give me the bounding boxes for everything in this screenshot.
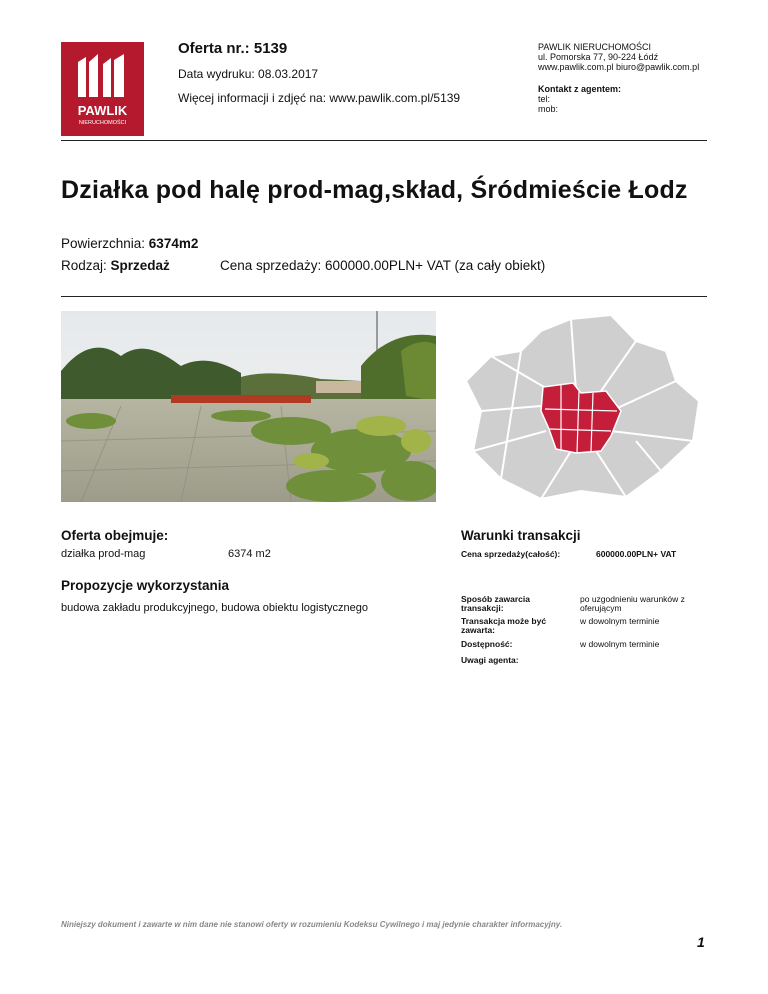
- offer-number: Oferta nr.: 5139: [178, 40, 288, 57]
- company-logo: [61, 42, 144, 136]
- terms-when-label: Transakcja może być zawarta:: [461, 616, 547, 635]
- print-date: Data wydruku: 08.03.2017: [178, 67, 319, 81]
- proposals-text: budowa zakładu produkcyjnego, budowa obiektu logistycznego: [61, 602, 368, 614]
- contact-mob: mob:: [538, 104, 559, 114]
- includes-item-area: 6374 m2: [228, 548, 271, 560]
- terms-availability-value: w dowolnym terminie: [580, 639, 660, 649]
- company-web-email[interactable]: www.pawlik.com.pl biuro@pawlik.com.pl: [538, 62, 700, 72]
- kind-line: [61, 258, 170, 273]
- terms-price-value: 600000.00PLN+ VAT: [596, 549, 677, 559]
- terms-agent-notes-label: Uwagi agenta:: [461, 655, 519, 665]
- page-number: 1: [697, 934, 705, 950]
- area-line: [61, 236, 198, 251]
- company-info: [538, 42, 699, 72]
- contact-heading: Kontakt z agentem:: [538, 84, 622, 94]
- kind-label: Rodzaj:: [61, 258, 111, 273]
- terms-mode-label: Sposób zawarcia transakcji:: [461, 594, 530, 613]
- terms-price-label: Cena sprzedaży(całość):: [461, 549, 561, 559]
- area-label: Powierzchnia:: [61, 236, 149, 251]
- company-name: PAWLIK NIERUCHOMOŚCI: [538, 42, 652, 52]
- header-divider: [61, 140, 707, 141]
- more-info-link[interactable]: Więcej informacji i zdjęć na: www.pawlik.com.pl/5139: [178, 91, 461, 105]
- terms-availability-label: Dostępność:: [461, 639, 513, 649]
- disclaimer: Niniejszy dokument i zawarte w nim dane nie stanowi oferty w rozumieniu Kodeksu Cywilnego i maj jedynie charakter informacyjny.: [61, 920, 563, 929]
- terms-mode-value: po uzgodnieniu warunków z oferującym: [580, 594, 685, 613]
- logo-subtext: NIERUCHOMOŚCI: [78, 120, 127, 126]
- price-line: Cena sprzedaży: 600000.00PLN+ VAT (za cały obiekt): [220, 258, 546, 273]
- area-value: 6374m2: [148, 236, 199, 251]
- listing-title: Działka pod halę prod-mag,skład, Śródmieście Łodz: [61, 176, 688, 204]
- title-divider: [61, 296, 707, 297]
- includes-heading: Oferta obejmuje:: [61, 528, 169, 543]
- terms-heading: Warunki transakcji: [461, 528, 581, 543]
- contact-tel: tel:: [538, 94, 551, 104]
- kind-value: Sprzedaż: [110, 258, 170, 273]
- property-photo: [61, 311, 436, 502]
- terms-when-value: w dowolnym terminie: [580, 616, 660, 626]
- proposals-heading: Propozycje wykorzystania: [61, 578, 230, 593]
- company-address: ul. Pomorska 77, 90-224 Łódź: [538, 52, 659, 62]
- logo-text: PAWLIK: [77, 103, 128, 118]
- district-map: [461, 311, 706, 502]
- includes-item-name: działka prod-mag: [61, 548, 146, 560]
- agent-contact: [538, 84, 621, 114]
